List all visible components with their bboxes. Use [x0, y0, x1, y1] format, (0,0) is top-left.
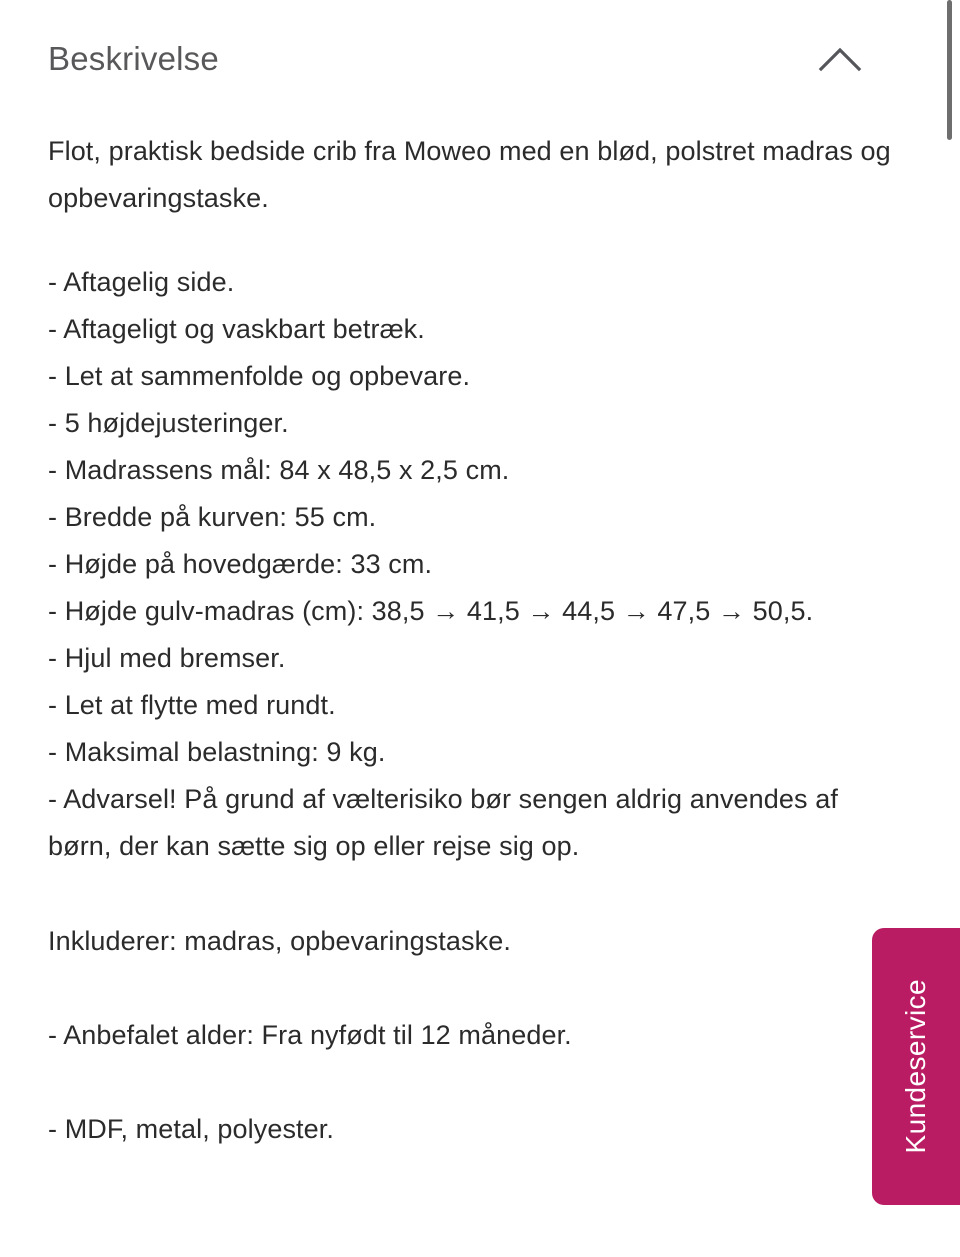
list-item: - Madrassens mål: 84 x 48,5 x 2,5 cm.: [48, 455, 510, 485]
page-title: Beskrivelse: [48, 39, 219, 77]
spacer: [48, 965, 908, 1012]
collapse-section-button[interactable]: [814, 33, 866, 85]
list-item: - Aftagelig side.: [48, 267, 235, 297]
scrollbar-thumb[interactable]: [947, 0, 952, 140]
list-item: - Let at sammenfolde og opbevare.: [48, 361, 471, 391]
customer-service-tab-label: Kundeservice: [900, 979, 931, 1154]
lead-paragraph: Flot, praktisk bedside crib fra Moweo med en blød, polstret madras og opbevaringstaske.: [48, 136, 891, 213]
recommended-age-line: - Anbefalet alder: Fra nyfødt til 12 måneder.: [48, 1020, 572, 1050]
list-item-warning: - Advarsel! På grund af vælterisiko bør sengen aldrig anvendes af børn, der kan sætte sig op eller rejse sig op.: [48, 784, 838, 861]
list-item: - Aftageligt og vaskbart betræk.: [48, 314, 425, 344]
includes-line: Inkluderer: madras, opbevaringstaske.: [48, 926, 511, 956]
list-item: - Bredde på kurven: 55 cm.: [48, 502, 377, 532]
spacer: [48, 870, 908, 918]
list-item: - Maksimal belastning: 9 kg.: [48, 737, 386, 767]
materials-line: - MDF, metal, polyester.: [48, 1114, 334, 1144]
list-item: - Højde på hovedgærde: 33 cm.: [48, 549, 433, 579]
description-content: [48, 128, 908, 1153]
customer-service-tab[interactable]: [872, 928, 960, 1205]
list-item: - Hjul med bremser.: [48, 643, 286, 673]
list-item: - Højde gulv-madras (cm): 38,5 → 41,5 → 44,5 → 47,5 → 50,5.: [48, 596, 814, 626]
chevron-up-icon: [818, 45, 862, 73]
list-item: - Let at flytte med rundt.: [48, 690, 336, 720]
spacer: [48, 1059, 908, 1106]
feature-list: [48, 259, 908, 870]
list-item: - 5 højdejusteringer.: [48, 408, 289, 438]
description-section-header[interactable]: [48, 30, 860, 88]
